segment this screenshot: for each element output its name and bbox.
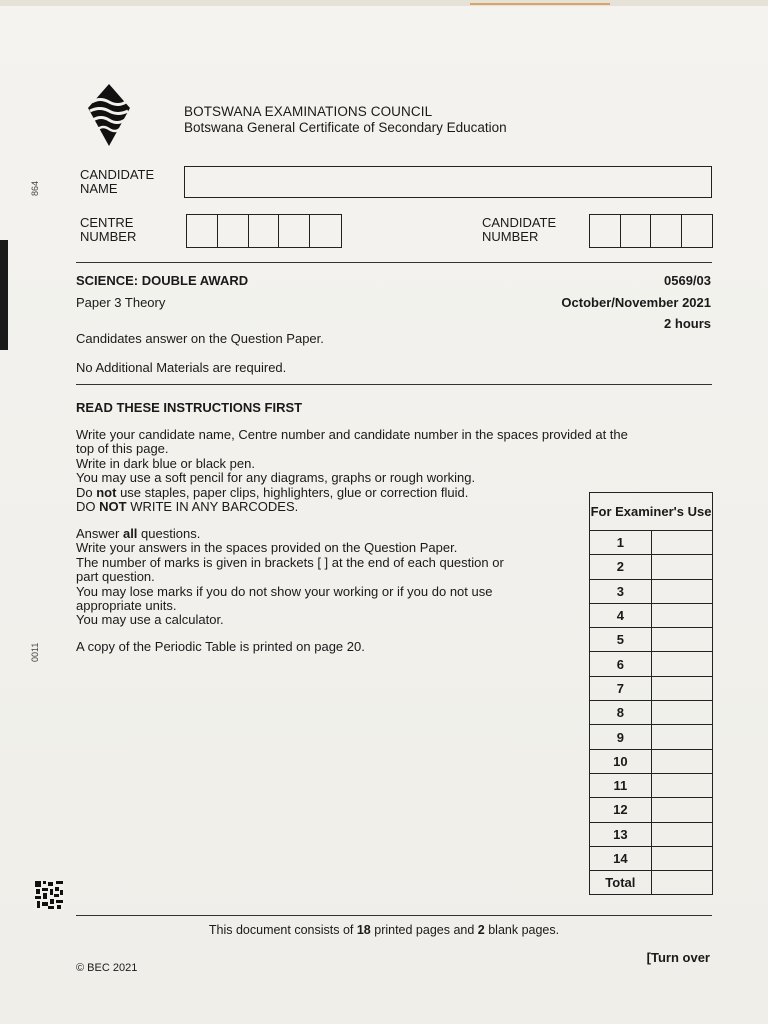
centre-number-label: CENTRE NUMBER	[80, 215, 137, 244]
centre-digit-box[interactable]	[249, 215, 280, 247]
candidate-digit-box[interactable]	[621, 215, 652, 247]
divider-middle	[76, 384, 712, 385]
centre-digit-box[interactable]	[279, 215, 310, 247]
side-code-top: 864	[30, 180, 40, 196]
centre-number-field[interactable]	[186, 214, 342, 248]
qualification-name: Botswana General Certificate of Secondary Education	[184, 120, 507, 135]
paper-code: 0569/03	[664, 273, 711, 288]
question-number: 9	[590, 725, 652, 749]
subject-title: SCIENCE: DOUBLE AWARD	[76, 273, 249, 288]
instruction-line-staples: Do not use staples, paper clips, highlighters, glue or correction fluid.	[76, 484, 469, 500]
instruction-line: The number of marks is given in brackets [ ] at the end of each question or	[76, 554, 504, 570]
instruction-line-barcodes: DO NOT WRITE IN ANY BARCODES.	[76, 499, 299, 515]
total-cell[interactable]	[651, 871, 712, 895]
mark-cell[interactable]	[651, 652, 712, 676]
mark-cell[interactable]	[651, 725, 712, 749]
mark-cell[interactable]	[651, 531, 712, 555]
question-number: 6	[590, 652, 652, 676]
instruction-line: appropriate units.	[76, 598, 177, 614]
exam-session: October/November 2021	[561, 295, 711, 310]
candidate-digit-box[interactable]	[682, 215, 712, 247]
mark-cell[interactable]	[651, 773, 712, 797]
answer-on-note: Candidates answer on the Question Paper.	[76, 331, 324, 346]
instruction-line: part question.	[76, 569, 155, 585]
instructions-block-2	[76, 527, 576, 628]
examiner-marks-table	[589, 492, 713, 895]
mark-cell[interactable]	[651, 822, 712, 846]
paper-name: Paper 3 Theory	[76, 295, 166, 310]
candidate-digit-box[interactable]	[651, 215, 682, 247]
candidate-name-label: CANDIDATE NAME	[80, 167, 155, 196]
mark-cell[interactable]	[651, 676, 712, 700]
centre-digit-box[interactable]	[187, 215, 218, 247]
mark-cell[interactable]	[651, 846, 712, 870]
materials-note: No Additional Materials are required.	[76, 360, 287, 375]
instruction-line: You may use a calculator.	[76, 612, 224, 628]
candidate-number-field[interactable]	[589, 214, 713, 248]
examiner-table-header: For Examiner's Use	[590, 493, 713, 531]
mark-cell[interactable]	[651, 555, 712, 579]
barcode-icon	[34, 880, 64, 910]
total-label: Total	[590, 871, 652, 895]
instruction-line: Write your candidate name, Centre number and candidate number in the spaces provided at the	[76, 427, 628, 442]
question-number: 10	[590, 749, 652, 773]
question-number: 7	[590, 676, 652, 700]
question-number: 11	[590, 773, 652, 797]
question-number: 5	[590, 628, 652, 652]
copyright-note: © BEC 2021	[76, 962, 138, 974]
question-number: 4	[590, 603, 652, 627]
mark-cell[interactable]	[651, 579, 712, 603]
council-name: BOTSWANA EXAMINATIONS COUNCIL	[184, 104, 433, 119]
mark-cell[interactable]	[651, 701, 712, 725]
question-number: 14	[590, 846, 652, 870]
mark-cell[interactable]	[651, 798, 712, 822]
question-number: 13	[590, 822, 652, 846]
question-number: 3	[590, 579, 652, 603]
mark-cell[interactable]	[651, 749, 712, 773]
candidate-digit-box[interactable]	[590, 215, 621, 247]
candidate-number-label: CANDIDATE NUMBER	[482, 215, 557, 244]
exam-duration: 2 hours	[664, 316, 711, 331]
candidate-name-field[interactable]	[184, 166, 712, 198]
centre-digit-box[interactable]	[218, 215, 249, 247]
page-count-note: This document consists of 18 printed pages and 2 blank pages.	[208, 923, 560, 937]
instruction-line: Write in dark blue or black pen.	[76, 455, 255, 471]
periodic-table-note: A copy of the Periodic Table is printed on page 20.	[76, 639, 365, 654]
mark-cell[interactable]	[651, 603, 712, 627]
turn-over-note: [Turn over	[646, 950, 710, 965]
mark-cell[interactable]	[651, 628, 712, 652]
question-number: 12	[590, 798, 652, 822]
divider-top	[76, 262, 712, 263]
instruction-line-answer-all: Answer all questions.	[76, 526, 201, 541]
question-number: 2	[590, 555, 652, 579]
question-number: 8	[590, 701, 652, 725]
question-number: 1	[590, 531, 652, 555]
centre-digit-box[interactable]	[310, 215, 341, 247]
instruction-line: You may use a soft pencil for any diagrams, graphs or rough working.	[76, 470, 476, 486]
instruction-line: Write your answers in the spaces provided on the Question Paper.	[76, 540, 458, 556]
side-binding-mark	[0, 240, 8, 350]
divider-footer	[76, 915, 712, 916]
paper-top-edge	[0, 0, 768, 6]
instructions-block-1	[76, 428, 636, 514]
instruction-line: You may lose marks if you do not show your working or if you do not use	[76, 583, 493, 599]
instruction-line: top of this page.	[76, 441, 169, 457]
instructions-heading: READ THESE INSTRUCTIONS FIRST	[76, 400, 303, 415]
bec-logo-icon	[86, 84, 132, 146]
side-code-bottom: 0011	[30, 642, 40, 662]
